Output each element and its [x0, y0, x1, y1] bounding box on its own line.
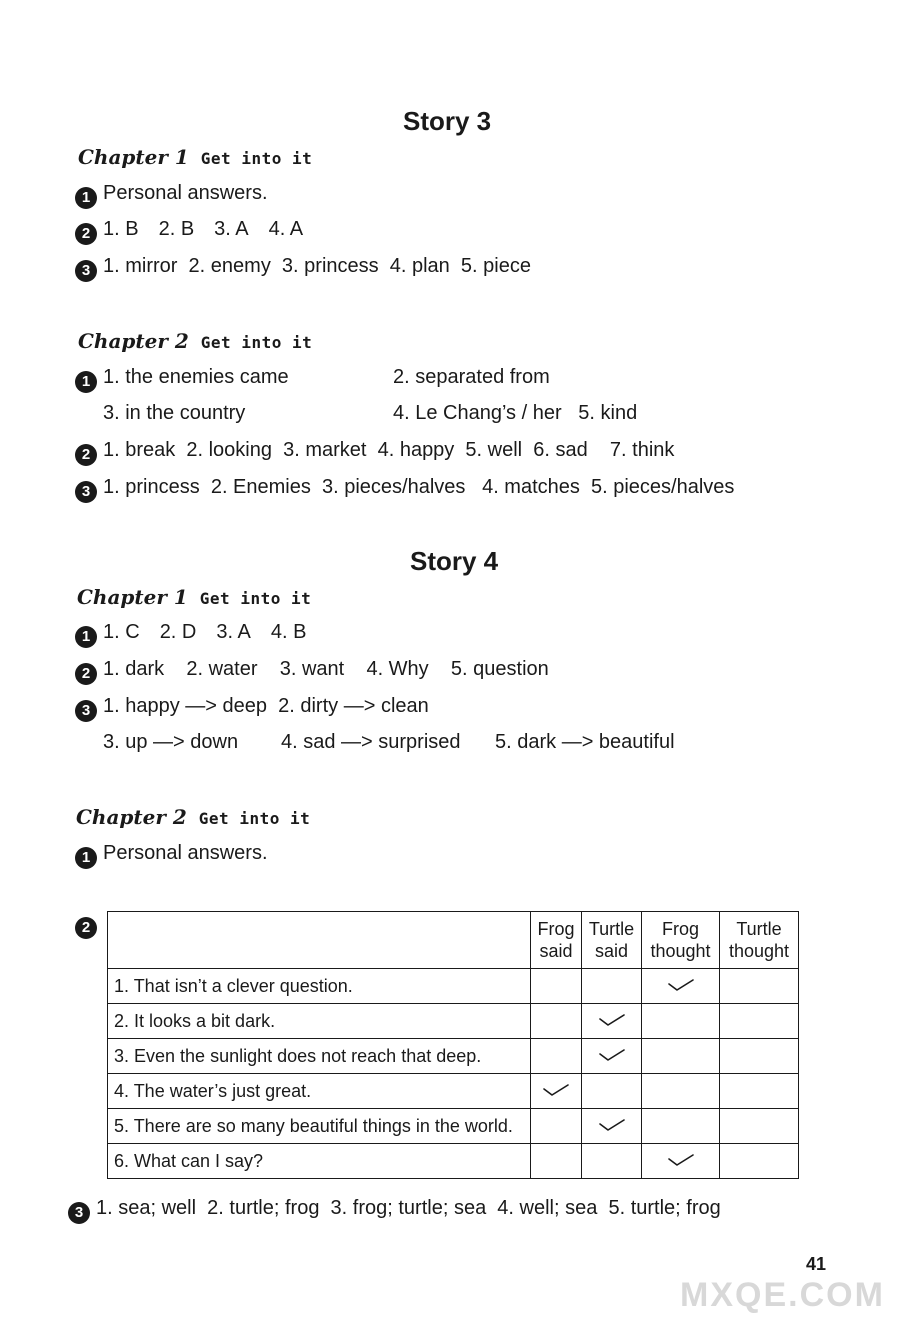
checkmark-icon: [667, 1151, 695, 1171]
statement-cell: 4. The water’s just great.: [108, 1074, 531, 1109]
s4c1-answer-3-part-2: 3. up —> down: [103, 731, 239, 753]
check-cell: [582, 1144, 642, 1179]
check-cell: [642, 1039, 720, 1074]
s4c1-answer-3: [75, 695, 429, 722]
question-number-badge: 1: [75, 626, 97, 648]
table-header-row: [108, 912, 799, 969]
speaker-thought-table: [107, 911, 799, 1179]
s4c1-answer-2: [75, 658, 549, 685]
answer-text: 1. happy —> deep 2. dirty —> clean: [103, 695, 429, 717]
column-header-frog-thought: Frog thought: [642, 912, 720, 969]
story-3-chapter-1-heading: [78, 145, 312, 169]
s3c2-answer-1: [75, 366, 289, 393]
table-header-blank: [108, 912, 531, 969]
table-row: [108, 1074, 799, 1109]
answer-text: 1. break 2. looking 3. market 4. happy 5. well 6. sad 7. think: [103, 439, 675, 461]
question-number-badge: 1: [75, 847, 97, 869]
statement-cell: 1. That isn’t a clever question.: [108, 969, 531, 1004]
answer-item: 1. B: [103, 218, 139, 240]
checkmark-icon: [598, 1046, 626, 1066]
story-4-chapter-2-heading: [76, 805, 310, 829]
question-number-badge: 2: [75, 444, 97, 466]
check-cell: [720, 1144, 799, 1179]
statement-cell: 3. Even the sunlight does not reach that deep.: [108, 1039, 531, 1074]
question-number-badge: 2: [75, 663, 97, 685]
question-number-badge: 3: [68, 1202, 90, 1224]
check-cell: [582, 969, 642, 1004]
answer-item: 4. A: [268, 218, 304, 240]
check-cell: [720, 1109, 799, 1144]
column-header-turtle-thought: Turtle thought: [720, 912, 799, 969]
answer-item: 4. B: [270, 621, 307, 643]
check-cell: [531, 1039, 582, 1074]
question-number-badge: 1: [75, 187, 97, 209]
check-cell: [582, 1004, 642, 1039]
checkmark-icon: [598, 1116, 626, 1136]
checkmark-icon: [542, 1081, 570, 1101]
s3c1-answer-3: [75, 255, 531, 282]
answer-text: Personal answers.: [103, 182, 268, 204]
statement-cell: 2. It looks a bit dark.: [108, 1004, 531, 1039]
answer-text: 1. mirror 2. enemy 3. princess 4. plan 5. piece: [103, 255, 531, 277]
page-number: 41: [806, 1254, 827, 1274]
check-cell: [582, 1109, 642, 1144]
answer-text: Personal answers.: [103, 842, 268, 864]
s4c2-answer-1: [75, 842, 268, 869]
table-row: [108, 1039, 799, 1074]
check-cell: [720, 1039, 799, 1074]
answer-text: 1. sea; well 2. turtle; frog 3. frog; turtle; sea 4. well; sea 5. turtle; frog: [96, 1197, 721, 1219]
answer-item: 3. A: [216, 621, 251, 643]
check-cell: [582, 1039, 642, 1074]
check-cell: [642, 1144, 720, 1179]
answer-item: 2. B: [158, 218, 195, 240]
table-row: [108, 1144, 799, 1179]
check-cell: [720, 1004, 799, 1039]
question-number-badge: 3: [75, 260, 97, 282]
s4c1-answer-3-part-3: 4. sad —> surprised: [281, 731, 461, 753]
s3c2-answer-2: [75, 439, 674, 466]
table-row: [108, 969, 799, 1004]
check-cell: [531, 1109, 582, 1144]
answer-item: 3. A: [214, 218, 249, 240]
chapter-label: Chapter 1: [78, 145, 189, 169]
answer-text: 1. princess 2. Enemies 3. pieces/halves 4. matches 5. pieces/halves: [103, 476, 735, 498]
checkmark-icon: [667, 976, 695, 996]
check-cell: [531, 969, 582, 1004]
chapter-subtitle: Get into it: [198, 809, 311, 828]
check-cell: [531, 1074, 582, 1109]
story-4-chapter-1-heading: [77, 585, 311, 609]
column-header-frog-said: Frog said: [531, 912, 582, 969]
check-cell: [720, 969, 799, 1004]
check-cell: [642, 1004, 720, 1039]
statement-cell: 5. There are so many beautiful things in the world.: [108, 1109, 531, 1144]
column-header-turtle-said: Turtle said: [582, 912, 642, 969]
check-cell: [531, 1144, 582, 1179]
check-cell: [642, 1074, 720, 1109]
s3c2-answer-1-part-2: 2. separated from: [393, 366, 550, 388]
answer-text: 1. the enemies came: [103, 366, 289, 388]
s3c2-answer-1-part-4: 4. Le Chang’s / her 5. kind: [393, 402, 638, 424]
story-3-title: Story 3: [403, 106, 492, 136]
story-4-title: Story 4: [410, 546, 499, 576]
table-row: [108, 1109, 799, 1144]
chapter-subtitle: Get into it: [199, 589, 312, 608]
check-cell: [642, 1109, 720, 1144]
checkmark-icon: [598, 1011, 626, 1031]
chapter-label: Chapter 2: [78, 329, 189, 353]
watermark: MXQE.COM: [680, 1276, 885, 1314]
s4c2-answer-2-marker: [75, 912, 103, 939]
s4c1-answer-3-part-4: 5. dark —> beautiful: [495, 731, 675, 753]
s4c2-answer-3: [68, 1197, 721, 1224]
answer-item: 1. C: [103, 621, 140, 643]
s3c1-answer-2: [75, 218, 303, 245]
question-number-badge: 3: [75, 700, 97, 722]
check-cell: [531, 1004, 582, 1039]
s3c2-answer-1-part-3: 3. in the country: [103, 402, 246, 424]
question-number-badge: 3: [75, 481, 97, 503]
s4c1-answer-1: [75, 621, 306, 648]
check-cell: [582, 1074, 642, 1109]
statement-cell: 6. What can I say?: [108, 1144, 531, 1179]
chapter-subtitle: Get into it: [200, 333, 313, 352]
question-number-badge: 2: [75, 223, 97, 245]
chapter-label: Chapter 2: [76, 805, 187, 829]
question-number-badge: 2: [75, 917, 97, 939]
story-3-chapter-2-heading: [78, 329, 312, 353]
chapter-subtitle: Get into it: [200, 149, 313, 168]
answer-item: 2. D: [159, 621, 197, 643]
table-row: [108, 1004, 799, 1039]
check-cell: [720, 1074, 799, 1109]
s3c2-answer-3: [75, 476, 734, 503]
question-number-badge: 1: [75, 371, 97, 393]
check-cell: [642, 969, 720, 1004]
s3c1-answer-1: [75, 182, 268, 209]
chapter-label: Chapter 1: [77, 585, 188, 609]
answer-text: 1. dark 2. water 3. want 4. Why 5. question: [103, 658, 549, 680]
